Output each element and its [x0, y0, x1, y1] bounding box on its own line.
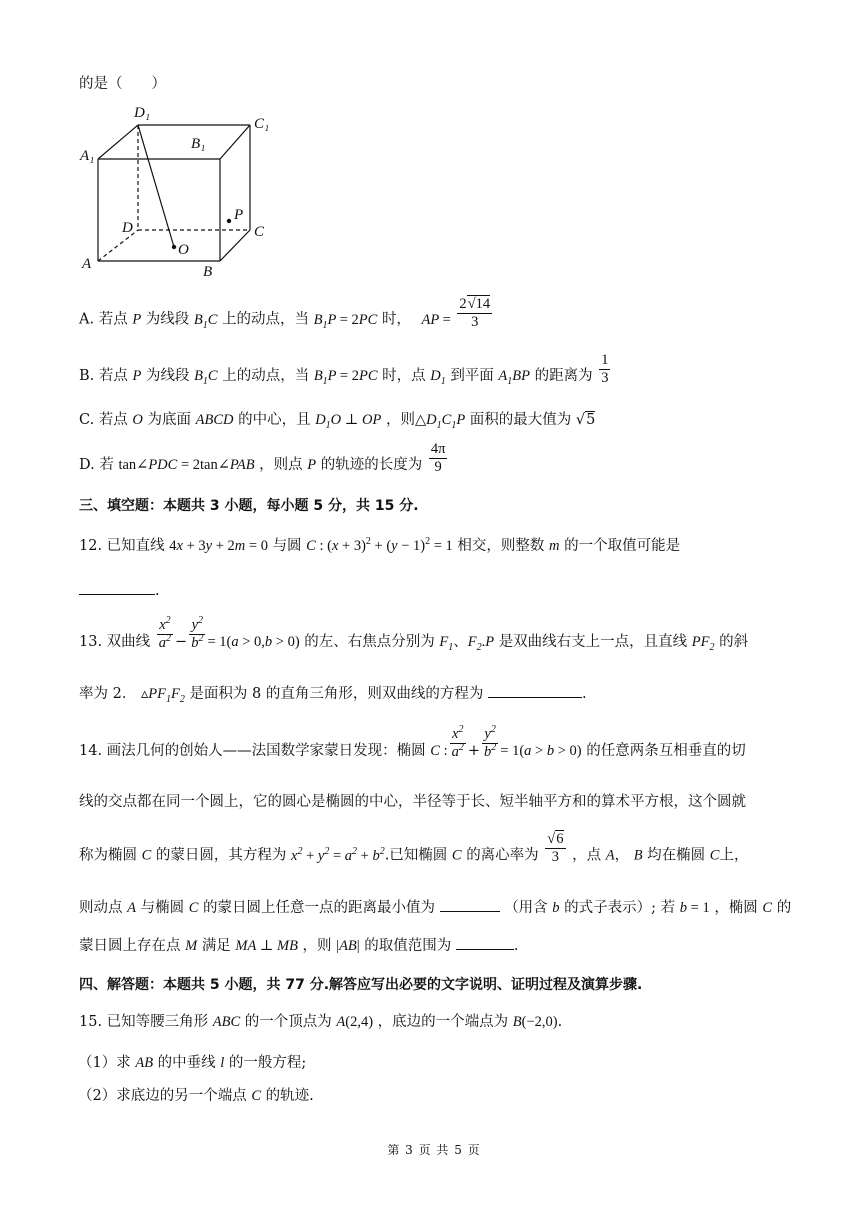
- edge-b1c1: [220, 125, 250, 159]
- label-o: O: [178, 242, 189, 258]
- label-c: C: [254, 224, 265, 240]
- cube-figure: [78, 100, 278, 280]
- label-d: D: [122, 220, 133, 236]
- question-13-blank[interactable]: [488, 683, 582, 698]
- label-b1: B₁: [191, 136, 206, 152]
- question-15: 15. 已知等腰三角形 ABC 的一个顶点为 A(2,4) ，底边的一个端点为 B(−2,0).: [79, 1014, 563, 1030]
- label-d1: D₁: [134, 105, 151, 121]
- point-p: [227, 219, 231, 223]
- question-14-blank-2[interactable]: [456, 935, 514, 950]
- question-15-part-1: （1）求 AB 的中垂线 l 的一般方程;: [78, 1055, 307, 1071]
- question-14-line2: 线的交点都在同一个圆上，它的圆心是椭圆的中心，半径等于长、短半轴平方和的算术平方根，这个圆就: [79, 794, 746, 810]
- label-c1: C₁: [254, 116, 270, 132]
- question-14: 14. 画法几何的创始人——法国数学家蒙日发现：椭圆 C : $\frac{x^2}{a^2}$ + $\frac{y^2}{b^2}$ = 1(a > b > 0) 的任意两条互相垂直的切: [79, 724, 746, 760]
- question-14-blank-1[interactable]: [440, 897, 500, 912]
- question-14-line3: 称为椭圆 C 的蒙日圆，其方程为 $x^2 + y^2 = a^2 + b^2$.已知椭圆 C 的离心率为 $\frac{√6}{3}$ ，点 A， B 均在椭圆 C上，: [79, 831, 749, 865]
- section-3-title: 三、填空题：本题共 3 小题，每小题 5 分，共 15 分.: [79, 498, 419, 514]
- label-p: P: [234, 207, 244, 223]
- edge-bc: [220, 230, 250, 261]
- question-14-line4: 则动点 A 与椭圆 C 的蒙日圆上任意一点的距离最小值为 （用含 b 的式子表示）; 若 b = 1 ，椭圆 C 的: [79, 897, 791, 917]
- question-13-line2: 率为 2． $▵PF_1F_2$ 是面积为 8 的直角三角形，则双曲线的方程为 .: [79, 683, 587, 703]
- question-14-line5: 蒙日圆上存在点 M 满足 MA ⊥ MB ，则 |AB| 的取值范围为 .: [79, 935, 519, 955]
- header-fragment: 的是（ ）: [79, 76, 166, 92]
- option-d: D. 若 tan∠PDC = 2tan∠PAB ，则点 P 的轨迹的长度为 $\frac{4\pi}{9}$: [79, 441, 446, 475]
- edge-a1d1: [98, 125, 138, 159]
- label-b: B: [203, 264, 213, 280]
- option-c: C. 若点 O 为底面 ABCD 的中心，且 $D_1O$ ⊥ OP ，则$\triangle D_1C_1P$ 面积的最大值为 √5: [79, 412, 596, 431]
- section-4-title: 四、解答题：本题共 5 小题，共 77 分.解答应写出必要的文字说明、证明过程及演算步骤.: [79, 977, 643, 993]
- option-a: A. 若点 P 为线段 $B_1C$ 上的动点，当 $B_1P = 2PC$ 时， AP = $\frac{2√14}{3}$: [79, 296, 491, 331]
- label-a1: A₁: [80, 148, 95, 164]
- option-b: B. 若点 P 为线段 $B_1C$ 上的动点，当 $B_1P = 2PC$ 时，点 $D_1$ 到平面 $A_1BP$ 的距离为 $\frac{1}{3}$: [79, 352, 609, 388]
- question-12: 12. 已知直线 4x + 3y + 2m = 0 与圆 C : $(x + 3)^2 + (y - 1)^2 = 1$ 相交，则整数 m 的一个取值可能是: [79, 536, 681, 554]
- segment-d1o: [138, 125, 174, 247]
- question-15-part-2: （2）求底边的另一个端点 C 的轨迹.: [78, 1088, 314, 1104]
- question-12-blank[interactable]: .: [79, 580, 160, 600]
- question-13: 13. 双曲线 $\frac{x^2}{a^2}$ − $\frac{y^2}{b^2}$ = 1(a > 0,b > 0) 的左、右焦点分别为 $F_1$、$F_2.P$ 是双曲线右支上一点，且直线 $PF_2$ 的斜: [79, 615, 749, 654]
- page-footer: 第 3 页 共 5 页: [387, 1143, 481, 1157]
- label-a: A: [82, 256, 92, 272]
- point-o: [172, 245, 176, 249]
